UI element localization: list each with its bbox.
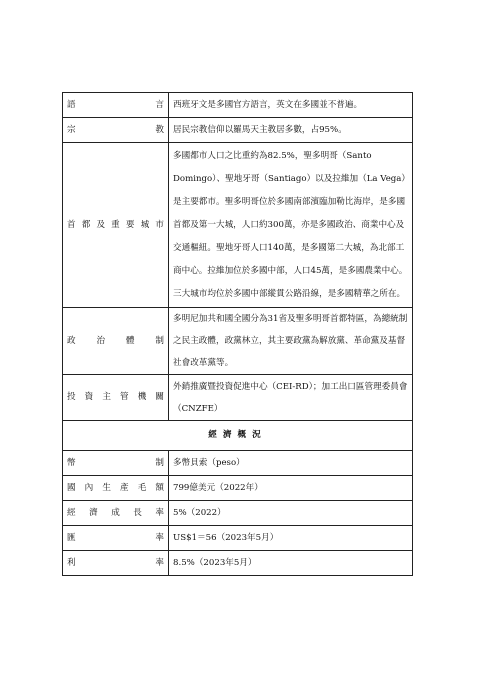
label-text: 首 都 及 重 要 城 市	[67, 219, 164, 230]
row-value: 多明尼加共和國全國分為31省及聖多明哥首都特區，為總統制之民主政體，政黨林立，其主要政黨為解放黨、革命黨及基督社會改革黨等。	[169, 308, 413, 375]
row-value: 居民宗教信仰以羅馬天主教居多數，占95%。	[169, 118, 413, 143]
label-text: 經 濟 成 長 率	[67, 507, 164, 518]
row-value: US$1＝56（2023年5月）	[169, 526, 413, 551]
row-value: 8.5%（2023年5月）	[169, 551, 413, 576]
section-title: 經濟概況	[63, 421, 413, 451]
row-label	[63, 526, 169, 551]
row-label	[63, 143, 169, 308]
label-text: 利 率	[67, 557, 164, 568]
table-row	[63, 501, 413, 526]
row-value: 5%（2022）	[169, 501, 413, 526]
label-text: 政 治 體 制	[67, 335, 164, 346]
row-label	[63, 118, 169, 143]
label-text: 宗 教	[67, 124, 164, 135]
row-label	[63, 476, 169, 501]
table-row	[63, 143, 413, 308]
row-value: 多幣貝索（peso）	[169, 451, 413, 476]
table-row	[63, 308, 413, 375]
table-row	[63, 375, 413, 421]
table-row	[63, 118, 413, 143]
label-text: 幣 制	[67, 457, 164, 468]
row-label	[63, 551, 169, 576]
table-row	[63, 526, 413, 551]
row-label	[63, 93, 169, 118]
country-info-table	[62, 92, 413, 576]
row-label	[63, 501, 169, 526]
table-row	[63, 476, 413, 501]
row-value: 外銷推廣暨投資促進中心（CEI-RD）；加工出口區管理委員會（CNZFE）	[169, 375, 413, 421]
row-label	[63, 308, 169, 375]
row-label	[63, 375, 169, 421]
label-text: 國 內 生 產 毛 額	[67, 482, 164, 493]
table-row	[63, 93, 413, 118]
row-label	[63, 451, 169, 476]
label-text: 語 言	[67, 99, 164, 110]
table-row	[63, 451, 413, 476]
label-text: 投 資 主 管 機 關	[67, 392, 164, 402]
table-row	[63, 551, 413, 576]
section-row	[63, 421, 413, 451]
row-value: 799億美元（2022年）	[169, 476, 413, 501]
label-text: 匯 率	[67, 532, 164, 543]
row-value: 多國都市人口之比重約為82.5%，聖多明哥（Santo Domingo）、聖地牙哥（Santiago）以及拉維加（La Vega）是主要都市。聖多明哥位於多國南部濱臨加勒比海岸，是多國首都及第一大城，人口約300萬，亦是多國政治、商業中心及交通樞紐。聖地牙哥人口140萬，是多國第二大城，為北部工商中心。拉維加位於多國中部，人口45萬，是多國農業中心。三大城市均位於多國中部縱貫公路沿線，是多國精華之所在。	[169, 143, 413, 308]
row-value: 西班牙文是多國官方語言，英文在多國並不普遍。	[169, 93, 413, 118]
